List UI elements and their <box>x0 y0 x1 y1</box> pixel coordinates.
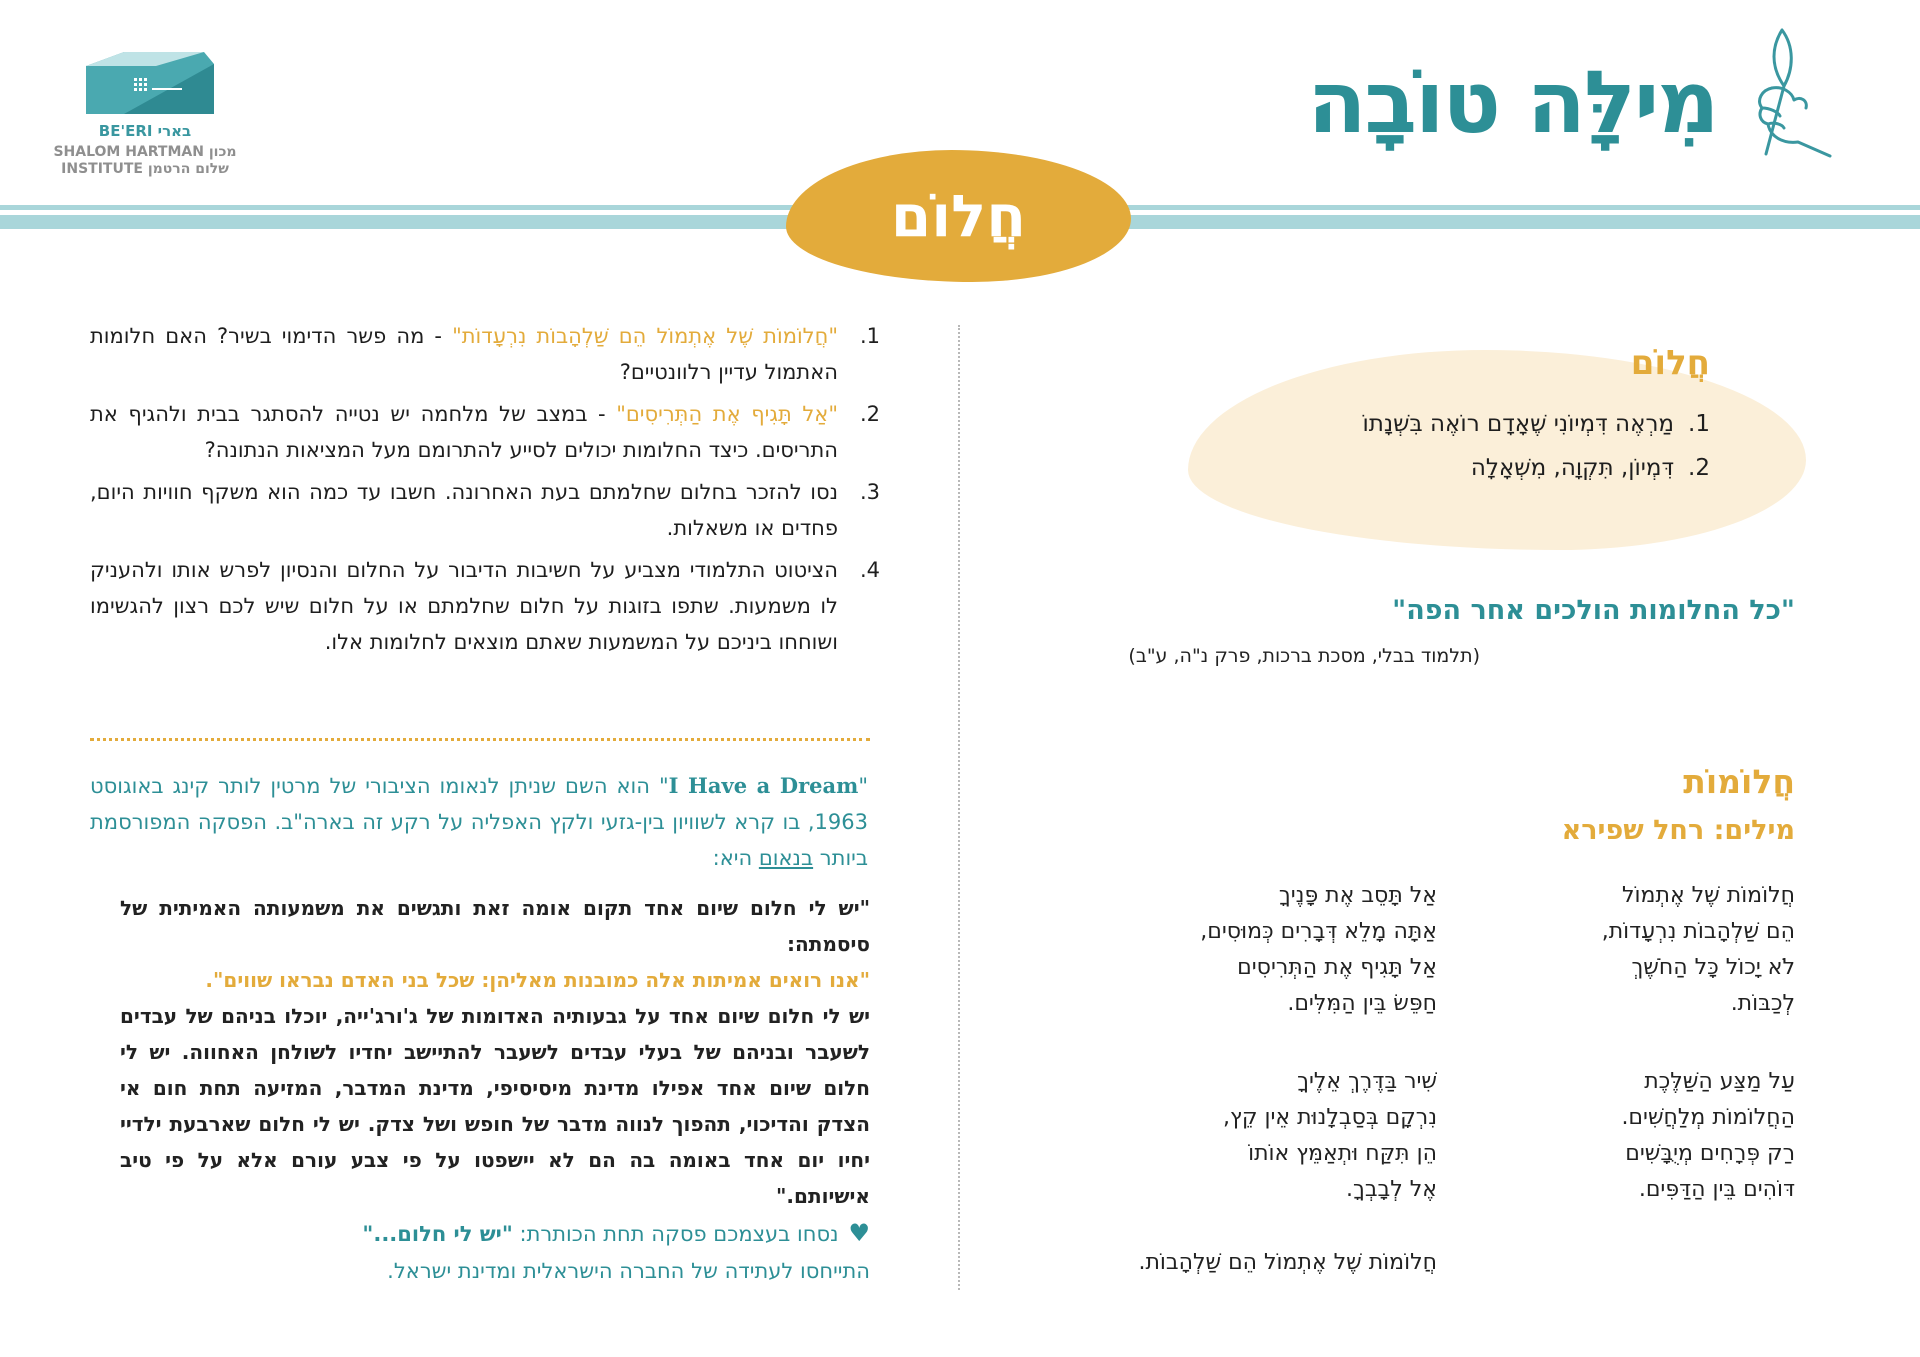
poem-line: אַל תָּסֵב אֶת פָּנֶיךָ <box>1278 883 1437 908</box>
question-item <box>90 474 880 546</box>
quote-mark: " <box>658 774 669 798</box>
institute-name-line1: SHALOM HARTMAN מכון <box>53 144 237 160</box>
definition-item <box>1250 402 1710 446</box>
definition-word: חֲלוֹם <box>1630 343 1710 383</box>
questions-list <box>90 318 880 666</box>
mlk-intro-text: הוא השם שניתן לנאומו הציבורי של מרטין לותר קינג באוגוסט 1963, בו קרא לשוויון בין-גזעי ולקץ האפליה על רקע זה בארה"ב. הפסקה המפורסמת ביותר <box>90 774 868 870</box>
definition-number: 2. <box>1688 455 1710 481</box>
question-number: 3. <box>859 480 880 504</box>
speech-part-c: יש לי חלום שיום אחד על גבעותיה האדומות של ג'ורג'ייה, יוכלו בניהם של עבדים לשעבר ובניהם של בעלי עבדים לשעבר להתיישב יחדיו לשולחן האחווה. יש לי חלום שיום אחד אפילו מדינת מיסיסיפי, מדינת המדבר, המזיעה תחת חום אי הצדק והדיכוי, תהפוך לנווה מדבר של חופש ושל צדק. יש לי חלום שארבעת ילדיי יחיו יום אחד באומה בה הם לא יישפטו על פי צבע עורם אלא על פי טיב אישיותם." <box>120 1004 870 1208</box>
task-lead: נסחו בעצמכם פסקה תחת הכותרת: <box>512 1222 839 1246</box>
question-text <box>90 474 838 546</box>
poem-line: אַל תָּגִיף אֶת הַתְּרִיסִים <box>1237 955 1437 980</box>
poem-line: חַפֵּשׂ בֵּין הַמִּלִּים. <box>1287 991 1437 1016</box>
speech-part-a: "יש לי חלום שיום אחד תקום אומה זאת ותגשים את משמעותה האמיתית של סיסמתה: <box>120 896 870 956</box>
poem-line: לֹא יָכוֹל כָּל הַחֹשֶׁךְ <box>1631 955 1795 980</box>
question-body: הציטוט התלמודי מצביע על חשיבות הדיבור על החלום והנסיון לפרש אותו ולהעניק לו משמעות. שתפו בזוגות על חלום שחלמתם או על חלום שיש לכם רצון להגשימו ושוחחו ביניכם על המשמעות שאתם מוצאים לחלומות אלו. <box>90 558 838 654</box>
dotted-separator <box>90 738 870 741</box>
column-divider <box>958 325 960 1290</box>
hand-feather-icon <box>1742 26 1842 166</box>
question-item <box>90 318 880 390</box>
poem-closing <box>1017 1245 1437 1281</box>
mlk-speech-name: I Have a Dream <box>668 773 859 798</box>
mlk-intro <box>90 768 868 876</box>
question-text <box>90 396 838 468</box>
talmud-quote: "כל החלומות הולכים אחר הפה" <box>1392 595 1795 626</box>
institute-logo-icon <box>86 52 214 114</box>
definition-item <box>1250 446 1710 490</box>
poem-line: שִׁיר בַּדֶּרֶךְ אֵלֶיךָ <box>1297 1069 1437 1094</box>
poem-stanza-3 <box>1077 878 1437 1022</box>
question-text <box>90 552 838 660</box>
question-number: 1. <box>859 324 880 348</box>
poem-stanza-2 <box>1465 1064 1795 1208</box>
question-text <box>90 318 838 390</box>
brand-title: מִילָּה טוֹבָה <box>1307 53 1718 153</box>
question-body: נסו להזכר בחלום שחלמתם בעת האחרונה. חשבו עד כמה הוא משקף חוויות היום, פחדים או משאלות. <box>90 480 838 540</box>
question-body: - במצב של מלחמה יש נטייה להסתגר בבית ולהגיף את התריסים. כיצד החלומות יכולים לסייע להתרומם מעל המציאות הנתונה? <box>90 402 838 462</box>
question-quote: "חֲלוֹמוֹת שֶׁל אֶתְמוֹל הֵם שַׁלְהָבוֹת נִרְעָדוֹת" <box>452 324 838 348</box>
question-item <box>90 396 880 468</box>
question-body: - מה פשר הדימוי בשיר? האם חלומות האתמול עדיין רלוונטיים? <box>90 324 838 384</box>
speech-link[interactable]: בנאום <box>758 846 814 870</box>
mlk-intro-end: היא: <box>712 846 759 870</box>
question-quote: "אַל תָּגִיף אֶת הַתְּרִיסִים" <box>616 402 838 426</box>
poem-line: דּוֹהִים בֵּין הַדַּפִּים. <box>1638 1177 1795 1202</box>
poem-stanza-1 <box>1465 878 1795 1022</box>
poem-author: מילים: רחל שפירא <box>1561 815 1795 846</box>
institute-beeri-label: BE'ERI בארי <box>98 122 192 140</box>
poem-line: אַתָּה מָלֵא דְּבָרִים כְּמוּסִים, <box>1200 919 1437 944</box>
poem-line: חֲלוֹמוֹת שֶׁל אֶתְמוֹל הֵם שַׁלְהָבוֹת. <box>1138 1250 1437 1275</box>
definition-text: דִּמְיוֹן, תִּקְוָה, מִשְׁאָלָה <box>1470 455 1675 481</box>
mlk-speech-excerpt <box>120 890 870 1214</box>
definition-list <box>1250 402 1710 490</box>
task-rest: התייחסו לעתידה של החברה הישראלית ומדינת ישראל. <box>387 1259 870 1283</box>
poem-line: עַל מַצַּע הַשַּׁלֶּכֶת <box>1644 1069 1795 1094</box>
page-title: חֲלוֹם <box>890 182 1027 250</box>
quote-mark: " <box>858 774 868 798</box>
poem-stanza-4 <box>1077 1064 1437 1208</box>
poem-line: הַחֲלוֹמוֹת מְלַחֲשִׁים. <box>1621 1105 1795 1130</box>
talmud-source: (תלמוד בבלי, מסכת ברכות, פרק נ"ה, ע"ב) <box>1128 645 1480 667</box>
task-heading: "יש לי חלום..." <box>362 1222 513 1246</box>
poem-line: רַק פְּרָחִים מְיֻבָּשִׁים <box>1625 1141 1795 1166</box>
institute-name-line2: INSTITUTE שלום הרטמן <box>61 161 229 177</box>
speech-part-b: "אנו רואים אמיתות אלה כמובנות מאליהן: שכל בני האדם נבראו שווים". <box>205 968 870 992</box>
heart-icon: ♥ <box>848 1219 870 1247</box>
poem-line: חֲלוֹמוֹת שֶׁל אֶתְמוֹל <box>1622 883 1795 908</box>
question-number: 4. <box>859 558 880 582</box>
definition-text: מַרְאֶה דִּמְיוֹנִי שֶׁאָדָם רוֹאֶה בִּשְׁנָתוֹ <box>1362 411 1675 437</box>
poem-line: הֵן תִּקַּח וּתְאַמֵּץ אוֹתוֹ <box>1248 1141 1437 1166</box>
poem-title: חֲלוֹמוֹת <box>1683 762 1795 801</box>
poem-line: לְכַבּוֹת. <box>1730 991 1795 1016</box>
poem-line: אֶל לְבָבְךָ. <box>1346 1177 1437 1202</box>
writing-task <box>90 1215 870 1290</box>
poem-line: הֵם שַׁלְהָבוֹת נִרְעָדוֹת, <box>1601 919 1795 944</box>
question-item <box>90 552 880 660</box>
poem-line: נִרְקָם בְּסַבְלָנוּת אֵין קֵץ, <box>1223 1105 1437 1130</box>
question-number: 2. <box>859 402 880 426</box>
definition-number: 1. <box>1688 411 1710 437</box>
